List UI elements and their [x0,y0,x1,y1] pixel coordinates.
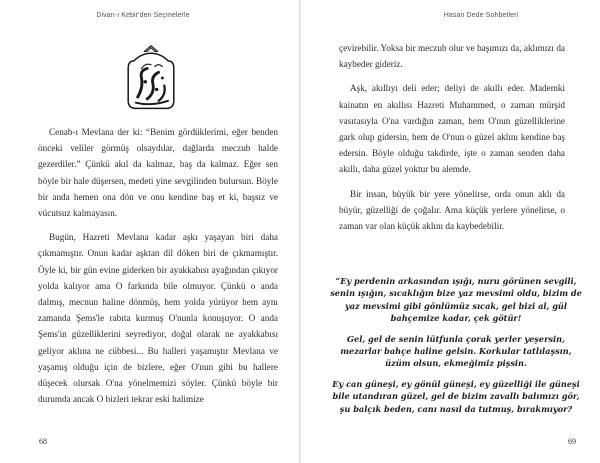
poem-stanza: Gel, gel de senin lütfunla çorak yerler yeşersin, mezarlar bahçe haline gelsin. Korkular tatlılaşsın, üzüm olsun, ekmeğimiz pişsin. [340,333,572,369]
right-page-number: 69 [568,437,576,446]
left-page [0,0,299,463]
right-page [301,0,600,463]
paragraph: Cenab-ı Mevlana der ki: “Benim gördüklerimi, eğer benden önceki veliler görmüş olsaydılar, dağlarda meczub halde gezerdiler.” Çünkü akıl da kalmaz, baş da kalmaz. Eğer sen böyle bir hale düşersen, medeti yine sevgilinden bulursun. Böyle bir anda hemen ona dön ve onu kendine baş et ki, başsız ve vücutsuz kalmayasın. [38,127,278,219]
paragraph: Bugün, Hazreti Mevlana kadar aşkı yaşayan biri daha çıkmamıştır. Onun kadar aşktan dil döken biri de çıkmamıştır. Öyle ki, bir gün evine giderken bir ayakkabısı ayağından çıkıyor yolda kalıyor ama O farkında bile olmuyor. Çünkü o anda dalmış, mecnun haline dönmüş, hem yolda yürüyor hem aynı zamanda Şems'le rabıta kurmuş O'nunla konuşuyor. O anda Şems'in güzelliklerini seyrediyor, doğal olarak ne ayakkabısı geliyor aklına ne cübbesi... Bu halleri yaşamıştır Mevlana ve yaşamış olduğu için de bizlere, eğer O'nun gibi bu hallere düşecek olursak O'na yönelmemizi söyler. Çünkü böyle bir durumda ancak O bizleri tekrar eski halimize [38,232,278,405]
poem-stanza: “Ey perdenin arkasından ışığı, nuru görünen sevgili, senin ışığın, sıcaklığın bize yaz mevsimi oldu, bizim de yaz mevsimi gibi gönlümüz sıcak, gel bizi al, gül bahçemize kadar, çek götür! [330,276,582,324]
right-body-text [339,40,565,242]
paragraph: Bir insan, büyük bir yere yönelirse, orda onun aklı da büyür, güzelliği de çoğalır. Ama küçük yerlere yönelirse, o zaman var olan küçük aklını da kaybedebilir. [339,188,565,232]
left-running-head: Divan-ı Kebir'den Seçmelerle [96,12,190,19]
left-body-text [38,124,278,415]
poem-stanza: Ey can güneşi, ey gönül güneşi, ey güzelliği ile güneşi bile utandıran güzel, gel de bizim zavallı balımızı gör, şu balçık beden, canı nasıl da tutmuş, bırakmıyor? [332,378,580,414]
paragraph: Aşk, akıllıyı deli eder; deliyi de akıllı eder. Mademki kainatın en akıllısı Hazreti Muhammed, o zaman mürşid vasıtasıyla O'na vardığın zaman, hem O'nun güzelliklerine gark olup gidersin, hem de O'nun o güzel aklını kendine baş edersin. Böyle olduğu takdirde, işte o zaman senden daha akıllı, daha güzel yoktur bu alemde. [339,83,565,175]
left-page-number: 68 [39,437,47,446]
calligraphy-seal-icon [113,40,189,116]
right-running-head: Hasan Dede Sohbetleri [443,12,519,19]
poem-block [327,275,585,423]
paragraph: çevirebilir. Yoksa bir meczub olur ve başımızı da, aklımızı da kaybeder gideriz. [339,43,565,70]
